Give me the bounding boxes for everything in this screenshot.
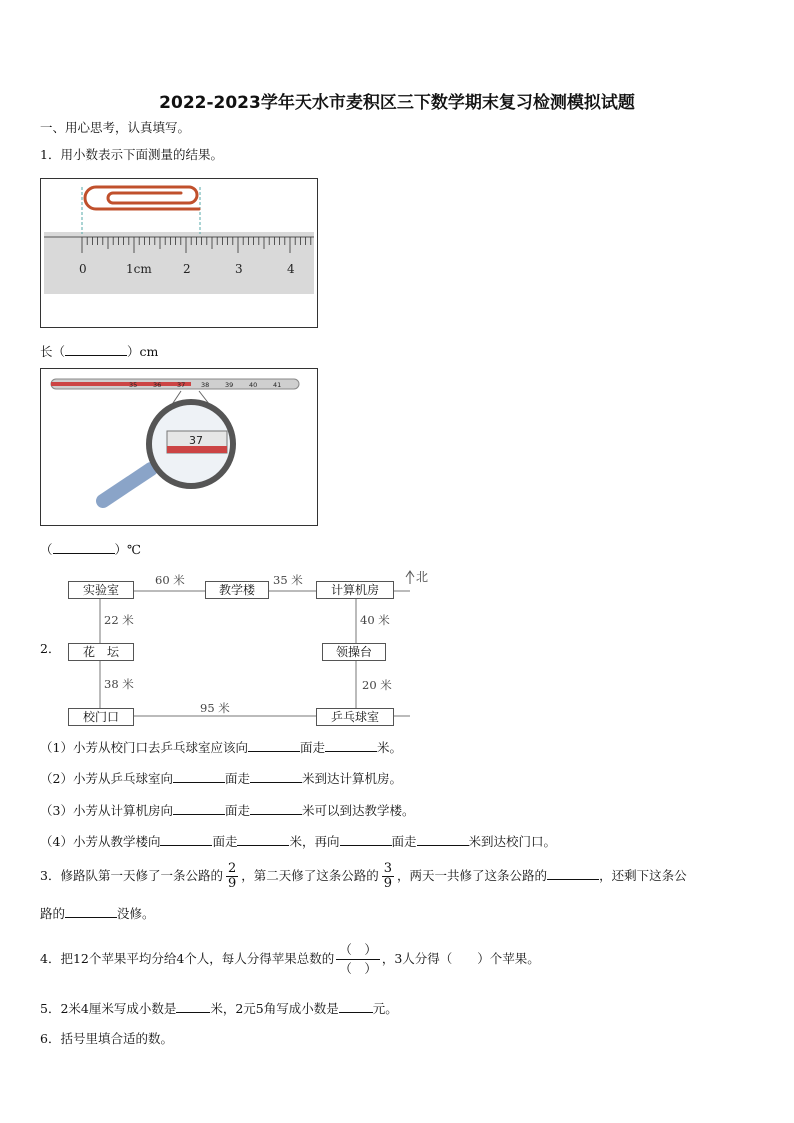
distance-blank[interactable] [237,832,289,846]
thermometer-tick-label: 39 [225,381,234,389]
direction-blank[interactable] [248,738,300,752]
ruler-tick-label: 3 [235,262,243,276]
paperclip-icon [85,187,199,209]
distance-computer-platform: 40 米 [360,613,390,627]
thermometer-tick-label: 35 [129,381,138,389]
remaining-fraction-blank[interactable] [65,904,117,918]
node-lab: 实验室 [68,581,134,599]
question-6-prompt: 6．括号里填合适的数。 [40,1031,173,1046]
node-platform: 领操台 [322,643,386,661]
distance-teaching-computer: 35 米 [273,573,303,587]
question-3-line-2: 路的 没修。 [40,906,155,921]
length-answer: 长（ ）cm [40,344,159,359]
distance-lab-teaching: 60 米 [155,573,185,587]
distance-lab-garden: 22 米 [104,613,134,627]
ruler-figure [40,178,318,328]
temperature-blank[interactable] [53,540,115,554]
total-fraction-blank[interactable] [547,866,599,880]
thermometer-image [41,369,317,525]
length-blank[interactable] [65,342,127,356]
magnifier-handle [103,469,151,501]
distance-platform-pingpong: 20 米 [362,678,392,692]
distance-blank[interactable] [250,801,302,815]
question-2-4: （4）小芳从教学楼向 面走 米，再向 面走 米到达校门口。 [40,834,557,849]
question-2-2: （2）小芳从乒乓球室向 面走 米到达计算机房。 [40,771,402,786]
question-1-prompt: 1．用小数表示下面测量的结果。 [40,147,223,162]
distance-blank[interactable] [325,738,377,752]
distance-blank[interactable] [250,769,302,783]
thermometer-tick-label: 40 [249,381,258,389]
thermometer-tick-label: 41 [273,381,282,389]
node-gate: 校门口 [68,708,134,726]
distance-blank[interactable] [417,832,469,846]
yuan-blank[interactable] [339,999,373,1013]
mercury-column [51,382,191,386]
question-2-3: （3）小芳从计算机房向 面走 米可以到达教学楼。 [40,803,415,818]
question-2-1: （1）小芳从校门口去乒乓球室应该向 面走 米。 [40,740,402,755]
distance-gate-pingpong: 95 米 [200,701,230,715]
thermometer-figure [40,368,318,526]
node-garden: 花 坛 [68,643,134,661]
direction-blank[interactable] [173,801,225,815]
question-4: 4．把12个苹果平均分给4个人，每人分得苹果总数的 $\frac{( )}{( )}$ ，3人分得（ ）个苹果。 [40,942,540,976]
magnified-mercury [167,446,227,453]
ruler-tick-label: 2 [183,262,191,276]
magnified-reading: 37 [189,434,203,447]
question-2-number: 2． [40,641,61,656]
ruler-tick-label: 4 [287,262,295,276]
direction-blank[interactable] [160,832,212,846]
distance-garden-gate: 38 米 [104,677,134,691]
ruler-tick-label: 0 [79,262,87,276]
fraction-2-9: $\frac{2}{9}$ [227,861,237,891]
page-title: 2022-2023学年天水市麦积区三下数学期末复习检测模拟试题 [159,93,635,113]
fraction-3-9: $\frac{3}{9}$ [383,861,393,891]
meters-blank[interactable] [176,999,210,1013]
ruler-tick-label: 1cm [126,262,152,276]
temperature-answer: （ ）℃ [40,542,141,557]
direction-blank[interactable] [173,769,225,783]
node-computer-room: 计算机房 [316,581,394,599]
north-label: 北 [416,570,429,584]
node-pingpong-room: 乒乓球室 [316,708,394,726]
question-3-line-1: 3．修路队第一天修了一条公路的 $\frac{2}{9}$ ，第二天修了这条公路的 $\frac{3}{9}$ ，两天一共修了这条公路的 ，还剩下这条公 [40,861,687,891]
node-teaching-building: 教学楼 [205,581,269,599]
thermometer-tick-label: 37 [177,381,186,389]
question-5: 5．2米4厘米写成小数是 米，2元5角写成小数是 元。 [40,1001,398,1016]
thermometer-tick-label: 36 [153,381,162,389]
thermometer-tick-label: 38 [201,381,210,389]
ruler-image [41,179,317,327]
paren-fraction[interactable]: $\frac{( )}{( )}$ [336,941,380,978]
section-heading: 一、用心思考，认真填写。 [40,120,191,135]
direction-blank[interactable] [340,832,392,846]
